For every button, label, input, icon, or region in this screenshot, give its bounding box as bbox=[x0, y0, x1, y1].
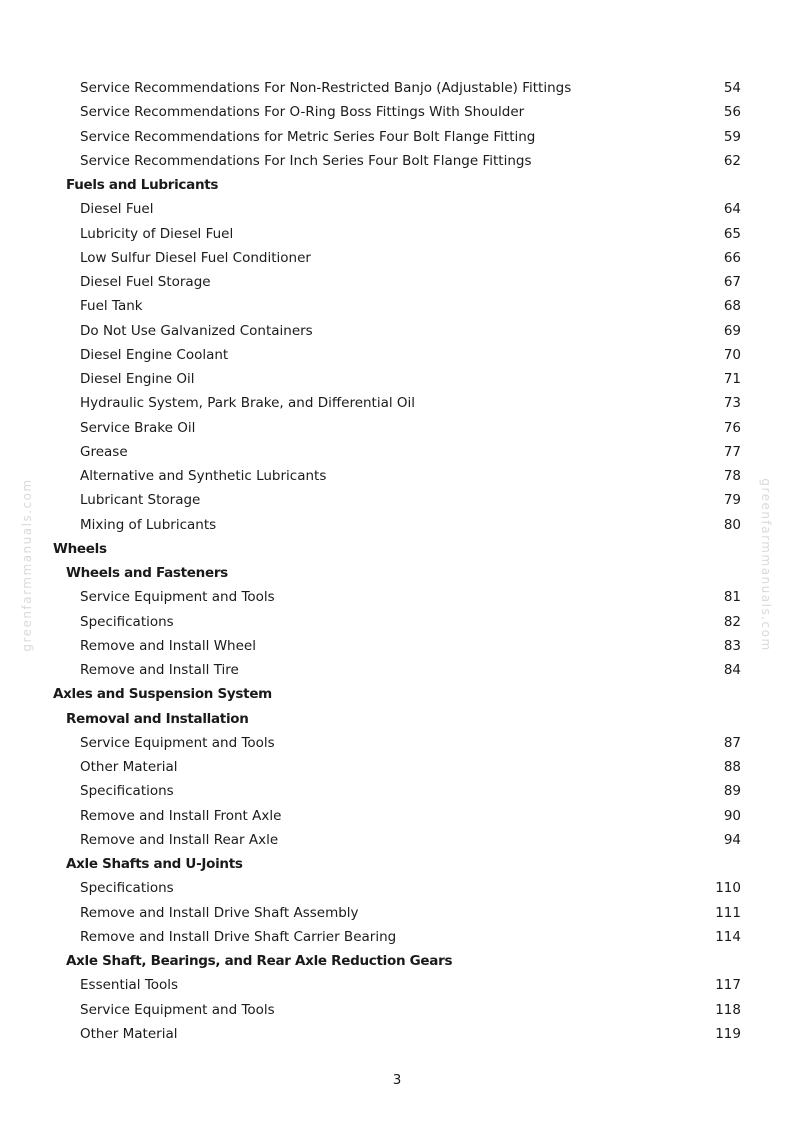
toc-entry-title[interactable]: Diesel Engine Coolant bbox=[80, 346, 229, 363]
toc-entry-title[interactable]: Remove and Install Tire bbox=[80, 662, 239, 678]
toc-entry-title[interactable]: Service Equipment and Tools bbox=[80, 1001, 275, 1018]
toc-entry-title[interactable]: Specifications bbox=[80, 880, 174, 897]
toc-entry-title[interactable]: Lubricant Storage bbox=[80, 492, 201, 509]
toc-entry[interactable] bbox=[0, 585, 794, 609]
toc-entry-title[interactable]: Service Recommendations For Non-Restricted Banjo (Adjustable) Fittings bbox=[80, 80, 572, 96]
watermark-right: greenfarmmanuals.com bbox=[759, 478, 773, 652]
toc-entry-page-number[interactable]: 94 bbox=[723, 831, 741, 848]
toc-entry[interactable] bbox=[0, 610, 794, 634]
toc-entry-page-number[interactable]: 56 bbox=[723, 104, 741, 121]
toc-entry[interactable] bbox=[0, 343, 794, 367]
toc-entry[interactable] bbox=[0, 755, 794, 779]
toc-entry-title[interactable]: Fuels and Lubricants bbox=[66, 177, 219, 193]
toc-entry-title[interactable]: Remove and Install Drive Shaft Assembly bbox=[80, 904, 359, 921]
toc-entry[interactable] bbox=[0, 149, 794, 173]
toc-entry[interactable] bbox=[0, 76, 794, 100]
toc-entry[interactable] bbox=[0, 319, 794, 343]
toc-entry-title[interactable]: Diesel Fuel Storage bbox=[80, 274, 211, 290]
toc-entry-page-number[interactable]: 117 bbox=[715, 977, 741, 994]
toc-entry-page-number[interactable]: 87 bbox=[723, 734, 741, 751]
toc-entry-title[interactable]: Fuel Tank bbox=[80, 298, 143, 315]
toc-entry-page-number[interactable]: 69 bbox=[723, 322, 741, 339]
toc-entry-title[interactable]: Remove and Install Drive Shaft Carrier Bearing bbox=[80, 928, 397, 945]
toc-entry-title[interactable]: Axle Shaft, Bearings, and Rear Axle Reduction Gears bbox=[66, 953, 453, 969]
toc-entry-page-number[interactable]: 119 bbox=[715, 1025, 741, 1042]
toc-entry-title[interactable]: Service Brake Oil bbox=[80, 419, 196, 436]
toc-entry-page-number[interactable]: 90 bbox=[723, 807, 741, 824]
toc-entry-title[interactable]: Axle Shafts and U-Joints bbox=[66, 856, 243, 872]
toc-entry-page-number[interactable]: 62 bbox=[723, 152, 741, 169]
toc-entry-page-number[interactable]: 73 bbox=[723, 395, 741, 412]
toc-entry-title[interactable]: Essential Tools bbox=[80, 977, 179, 994]
toc-entry[interactable] bbox=[0, 925, 794, 949]
toc-entry-title[interactable]: Removal and Installation bbox=[66, 710, 249, 727]
toc-entry[interactable] bbox=[0, 367, 794, 391]
toc-entry[interactable] bbox=[0, 246, 794, 270]
toc-entry-title[interactable]: Mixing of Lubricants bbox=[80, 516, 217, 533]
toc-entry-title[interactable]: Service Recommendations For Inch Series Four Bolt Flange Fittings bbox=[80, 152, 532, 169]
toc-subsection-heading[interactable] bbox=[0, 852, 794, 876]
toc-entry-page-number[interactable]: 76 bbox=[723, 419, 741, 436]
toc-entry-title[interactable]: Hydraulic System, Park Brake, and Differential Oil bbox=[80, 395, 416, 412]
toc-entry[interactable] bbox=[0, 731, 794, 755]
page-number: 3 bbox=[392, 1072, 402, 1088]
toc-entry-page-number[interactable]: 68 bbox=[723, 298, 741, 315]
toc-subsection-heading[interactable] bbox=[0, 561, 794, 585]
toc-entry-title[interactable]: Low Sulfur Diesel Fuel Conditioner bbox=[80, 249, 311, 266]
toc-entry-title[interactable]: Wheels and Fasteners bbox=[66, 565, 228, 581]
toc-entry-page-number[interactable]: 81 bbox=[723, 589, 741, 606]
toc-entry-page-number[interactable]: 64 bbox=[723, 201, 741, 218]
toc-entry[interactable] bbox=[0, 440, 794, 464]
toc-entry[interactable] bbox=[0, 779, 794, 803]
toc-entry-page-number[interactable]: 65 bbox=[723, 225, 741, 242]
toc-section-heading[interactable] bbox=[0, 682, 794, 706]
toc-entry-title[interactable]: Grease bbox=[80, 443, 128, 460]
toc-entry-page-number[interactable]: 84 bbox=[723, 662, 741, 678]
toc-entry-page-number[interactable]: 118 bbox=[715, 1001, 741, 1018]
toc-entry[interactable] bbox=[0, 998, 794, 1022]
toc-entry-title[interactable]: Service Recommendations For O-Ring Boss Fittings With Shoulder bbox=[80, 104, 525, 121]
toc-entry[interactable] bbox=[0, 464, 794, 488]
toc-entry-title[interactable]: Service Recommendations for Metric Series Four Bolt Flange Fitting bbox=[80, 128, 536, 145]
toc-entry[interactable] bbox=[0, 973, 794, 997]
toc-entry-title[interactable]: Axles and Suspension System bbox=[53, 686, 272, 703]
toc-entry-page-number[interactable]: 54 bbox=[723, 80, 741, 96]
toc-entry-page-number[interactable]: 110 bbox=[715, 880, 741, 897]
toc-entry[interactable] bbox=[0, 513, 794, 537]
toc-entry-title[interactable]: Do Not Use Galvanized Containers bbox=[80, 322, 313, 339]
toc-entry-page-number[interactable]: 83 bbox=[723, 637, 741, 654]
toc-entry-title[interactable]: Remove and Install Front Axle bbox=[80, 807, 282, 824]
toc-entry-page-number[interactable]: 67 bbox=[723, 274, 741, 290]
toc-entry[interactable] bbox=[0, 804, 794, 828]
toc-entry-page-number[interactable]: 79 bbox=[723, 492, 741, 509]
toc-entry-page-number[interactable]: 89 bbox=[723, 783, 741, 800]
toc-entry-page-number[interactable]: 59 bbox=[723, 128, 741, 145]
toc-entry[interactable] bbox=[0, 391, 794, 415]
toc-entry[interactable] bbox=[0, 222, 794, 246]
toc-entry-page-number[interactable]: 70 bbox=[723, 346, 741, 363]
toc-entry-title[interactable]: Specifications bbox=[80, 783, 174, 800]
toc-entry[interactable] bbox=[0, 197, 794, 221]
toc-entry-title[interactable]: Remove and Install Rear Axle bbox=[80, 831, 279, 848]
toc-entry[interactable] bbox=[0, 488, 794, 512]
toc-entry-page-number[interactable]: 111 bbox=[715, 904, 741, 921]
toc-entry-title[interactable]: Lubricity of Diesel Fuel bbox=[80, 225, 234, 242]
toc-entry[interactable] bbox=[0, 901, 794, 925]
toc-entry[interactable] bbox=[0, 658, 794, 682]
toc-section-heading[interactable] bbox=[0, 537, 794, 561]
toc-entry-title[interactable]: Alternative and Synthetic Lubricants bbox=[80, 468, 327, 484]
toc-entry-title[interactable]: Other Material bbox=[80, 759, 178, 775]
toc-entry[interactable] bbox=[0, 828, 794, 852]
toc-entry-page-number[interactable]: 66 bbox=[723, 249, 741, 266]
toc-entry-page-number[interactable]: 80 bbox=[723, 516, 741, 533]
toc-entry-title[interactable]: Specifications bbox=[80, 613, 174, 630]
toc-subsection-heading[interactable] bbox=[0, 949, 794, 973]
watermark-left: greenfarmmanuals.com bbox=[20, 478, 34, 652]
toc-entry-title[interactable]: Service Equipment and Tools bbox=[80, 589, 275, 606]
toc-entry[interactable] bbox=[0, 100, 794, 124]
toc-entry-page-number[interactable]: 82 bbox=[723, 613, 741, 630]
toc-subsection-heading[interactable] bbox=[0, 707, 794, 731]
toc-entry-title[interactable]: Other Material bbox=[80, 1025, 178, 1042]
toc-entry[interactable] bbox=[0, 876, 794, 900]
toc-entry-page-number[interactable]: 114 bbox=[715, 928, 741, 945]
toc-entry-title[interactable]: Diesel Fuel bbox=[80, 201, 154, 218]
table-of-contents bbox=[0, 76, 794, 1046]
toc-entry[interactable] bbox=[0, 634, 794, 658]
toc-entry[interactable] bbox=[0, 294, 794, 318]
toc-entry[interactable] bbox=[0, 1022, 794, 1046]
toc-entry-title[interactable]: Diesel Engine Oil bbox=[80, 371, 195, 387]
toc-entry-page-number[interactable]: 71 bbox=[723, 371, 741, 387]
toc-entry-page-number[interactable]: 77 bbox=[723, 443, 741, 460]
toc-entry-page-number[interactable]: 78 bbox=[723, 468, 741, 484]
toc-entry[interactable] bbox=[0, 270, 794, 294]
toc-entry-page-number[interactable]: 88 bbox=[723, 759, 741, 775]
toc-subsection-heading[interactable] bbox=[0, 173, 794, 197]
toc-entry-title[interactable]: Wheels bbox=[53, 540, 107, 557]
toc-entry[interactable] bbox=[0, 125, 794, 149]
toc-entry-title[interactable]: Service Equipment and Tools bbox=[80, 734, 275, 751]
toc-entry-title[interactable]: Remove and Install Wheel bbox=[80, 637, 256, 654]
toc-entry[interactable] bbox=[0, 416, 794, 440]
